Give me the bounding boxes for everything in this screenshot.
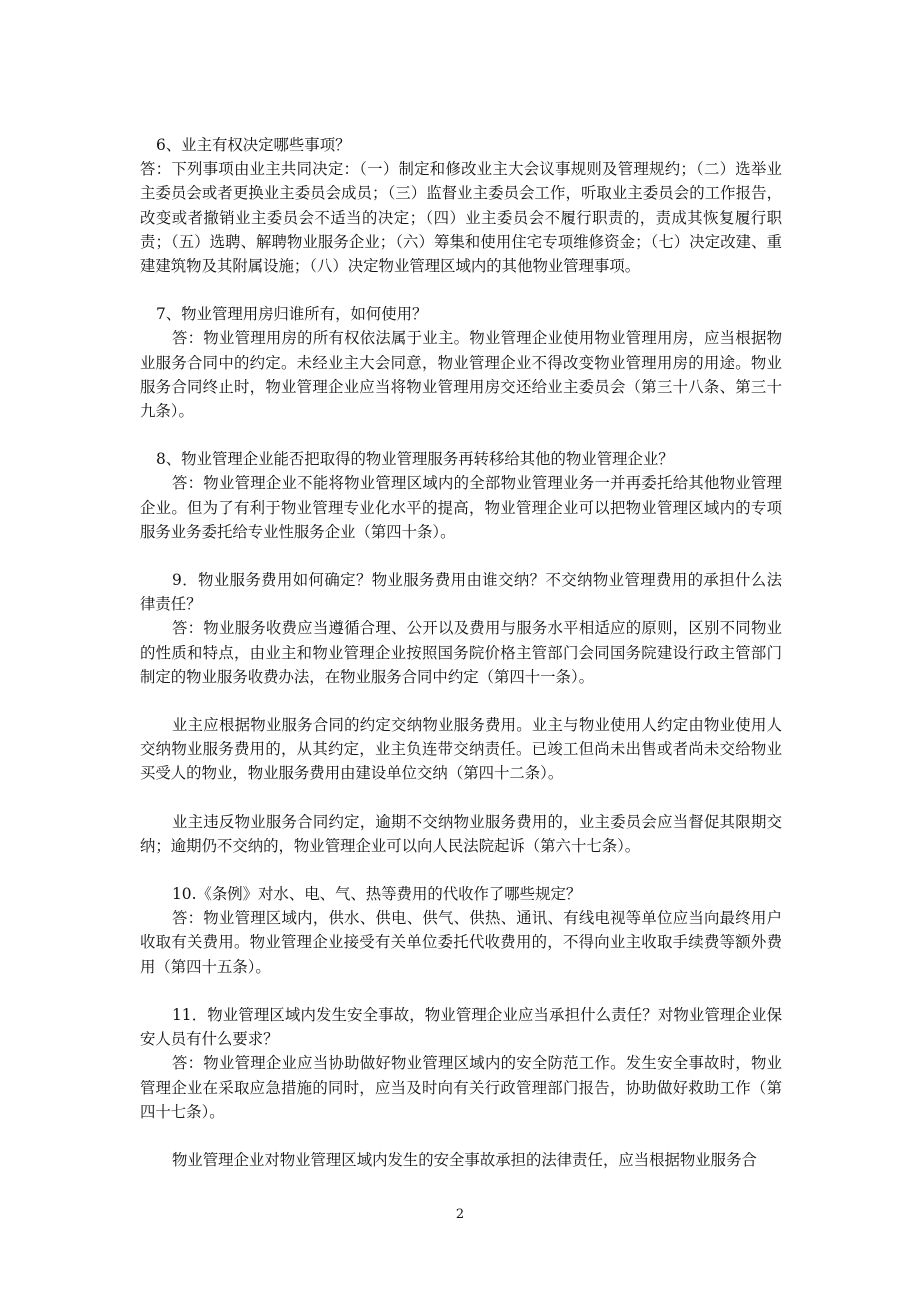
question-10: 10.《条例》对水、电、气、热等费用的代收作了哪些规定？ — [172, 885, 582, 904]
question-7: 7、物业管理用房归谁所有，如何使用？ — [156, 305, 428, 324]
paragraph-spacer — [140, 544, 782, 568]
answer-11-part-1: 答：物业管理企业应当协助做好物业管理区域内的安全防范工作。发生安全事故时，物业管理企业在采取应急措施的同时，应当及时向有关行政管理部门报告，协助做好救助工作（第四十七条）。 — [140, 1054, 782, 1121]
paragraph-spacer — [140, 423, 782, 447]
answer-9-part-1: 答：物业服务收费应当遵循合理、公开以及费用与服务水平相适应的原则，区别不同物业的性质和特点，由业主和物业管理企业按照国务院价格主管部门会同国务院建设行政主管部门制定的物业服务收费办法，在物业服务合同中约定（第四十一条）。 — [140, 619, 782, 686]
question-8: 8、物业管理企业能否把取得的物业管理服务再转移给其他的物业管理企业？ — [156, 450, 674, 469]
answer-10: 答：物业管理区域内，供水、供电、供气、供热、通讯、有线电视等单位应当向最终用户收取有关费用。物业管理企业接受有关单位委托代收费用的，不得向业主收取手续费等额外费用（第四十五条）。 — [140, 909, 782, 976]
answer-6: 答：下列事项由业主共同决定：（一）制定和修改业主大会议事规则及管理规约；（二）选举业主委员会或者更换业主委员会成员；（三）监督业主委员会工作，听取业主委员会的工作报告，改变或者撤销业主委员会不适当的决定；（四）业主委员会不履行职责的，责成其恢复履行职责；（五）选聘、解聘物业服务企业；（六）筹集和使用住宅专项维修资金；（七）决定改建、重建建筑物及其附属设施；（八）决定物业管理区域内的其他物业管理事项。 — [140, 160, 782, 276]
answer-7: 答：物业管理用房的所有权依法属于业主。物业管理企业使用物业管理用房，应当根据物业服务合同中的约定。未经业主大会同意，物业管理企业不得改变物业管理用房的用途。物业服务合同终止时，物业管理企业应当将物业管理用房交还给业主委员会（第三十八条、第三十九条）。 — [140, 329, 782, 421]
answer-9-part-2: 业主应根据物业服务合同的约定交纳物业服务费用。业主与物业使用人约定由物业使用人交纳物业服务费用的，从其约定，业主负连带交纳责任。已竣工但尚未出售或者尚未交给物业买受人的物业，物业服务费用由建设单位交纳（第四十二条）。 — [140, 716, 782, 783]
question-6: 6、业主有权决定哪些事项？ — [156, 136, 351, 154]
question-11: 11．物业管理区域内发生安全事故，物业管理企业应当承担什么责任？对物业管理企业保安人员有什么要求？ — [140, 1005, 782, 1049]
answer-9-part-3: 业主违反物业服务合同约定，逾期不交纳物业服务费用的，业主委员会应当督促其限期交纳；逾期仍不交纳的，物业管理企业可以向人民法院起诉（第六十七条）。 — [140, 812, 782, 855]
paragraph-spacer — [140, 786, 782, 810]
paragraph-spacer — [140, 858, 782, 882]
document-body — [140, 133, 782, 1172]
answer-11-part-2: 物业管理企业对物业管理区域内发生的安全事故承担的法律责任，应当根据物业服务合 — [172, 1150, 757, 1169]
paragraph-spacer — [140, 1124, 782, 1148]
paragraph-spacer — [140, 689, 782, 713]
page-number: 2 — [455, 1207, 465, 1222]
paragraph-spacer — [140, 278, 782, 302]
answer-8: 答：物业管理企业不能将物业管理区域内的全部物业管理业务一并再委托给其他物业管理企业。但为了有利于物业管理专业化水平的提高，物业管理企业可以把物业管理区域内的专项服务业务委托给专业性服务企业（第四十条）。 — [140, 474, 782, 541]
paragraph-spacer — [140, 979, 782, 1003]
question-9: 9．物业服务费用如何确定？物业服务费用由谁交纳？不交纳物业管理费用的承担什么法律责任？ — [140, 571, 782, 614]
